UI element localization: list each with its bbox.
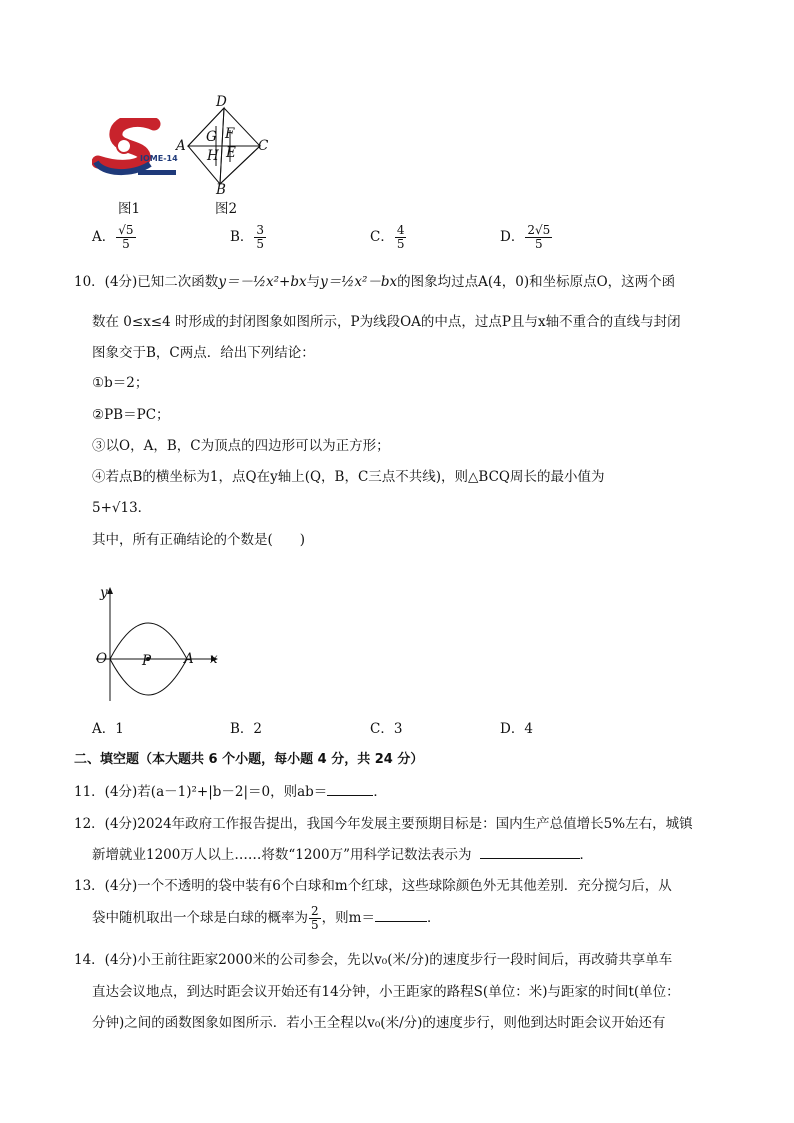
graph-point-p-label: P xyxy=(142,653,152,669)
q14-line3: 分钟)之间的函数图象如图所示．若小王全程以v₀(米/分)的速度步行，则他到达时距会议开始还有 xyxy=(92,1015,666,1031)
figure-2-rhombus xyxy=(176,96,272,196)
figure-1-caption: 图1 xyxy=(118,201,141,217)
point-label-B: B xyxy=(216,182,226,198)
section-2-heading: 二、填空题（本大题共 6 个小题，每小题 4 分，共 24 分） xyxy=(74,752,424,767)
q10-option-a: A．1 xyxy=(92,721,124,737)
q10-option-d: D．4 xyxy=(500,721,533,737)
q13-line2: 袋中随机取出一个球是白球的概率为 $\frac{2}{5}$ ，则m＝ ． xyxy=(92,904,441,932)
q10-conclusion-3: ③以O，A，B，C为顶点的四边形可以为正方形； xyxy=(92,438,390,454)
q10-line1: 10．(4分)已知二次函数y＝－½x²+bx与y＝½x²－bx的图象均过点A(4，0)和坐标原点O，这两个函 xyxy=(74,274,676,290)
logo-text: IOME-14 xyxy=(140,154,178,163)
point-label-D: D xyxy=(216,94,227,110)
q10-conclusion-4b: 5+√13． xyxy=(92,500,152,516)
graph-point-a-label: A xyxy=(184,651,194,667)
graph-x-label: x xyxy=(210,651,218,667)
q10-option-c: C．3 xyxy=(370,721,403,737)
q9-option-d: D． $\frac{2√5}{5}$ xyxy=(500,223,551,251)
point-label-E: E xyxy=(226,145,236,161)
figure-1-logo xyxy=(92,118,182,180)
q10-line2: 数在 0≤x≤4 时形成的封闭图象如图所示，P为线段OA的中点，过点P且与x轴不重合的直线与封闭 xyxy=(92,314,681,330)
graph-y-label: y xyxy=(100,585,108,601)
q9-option-b: B． $\frac{3}{5}$ xyxy=(230,223,265,251)
q10-conclusion-2: ②PB＝PC； xyxy=(92,407,170,423)
q10-line3: 图象交于B，C两点．给出下列结论： xyxy=(92,345,315,361)
q13-line1: 13．(4分)一个不透明的袋中装有6个白球和m个红球，这些球除颜色外无其他差别．充分搅匀后，从 xyxy=(74,878,672,894)
q12-line1: 12．(4分)2024年政府工作报告提出，我国今年发展主要预期目标是：国内生产总值增长5%左右，城镇 xyxy=(74,816,693,832)
graph-origin-label: O xyxy=(96,651,108,667)
q9-option-c: C． $\frac{4}{5}$ xyxy=(370,223,405,251)
q10-conclusion-1: ①b＝2； xyxy=(92,375,149,391)
q9-option-a: A． $\frac{√5}{5}$ xyxy=(92,223,134,251)
point-label-H: H xyxy=(207,148,219,164)
point-label-F: F xyxy=(225,126,235,142)
q10-graph xyxy=(92,585,232,705)
q11: 11．(4分)若(a－1)²+|b－2|＝0，则ab＝ ． xyxy=(74,784,387,800)
q14-line2: 直达会议地点，到达时距会议开始还有14分钟，小王距家的路程S(单位：米)与距家的时间t(单位： xyxy=(92,984,680,1000)
q10-question: 其中，所有正确结论的个数是( ) xyxy=(92,532,306,548)
q10-option-b: B．2 xyxy=(230,721,263,737)
point-label-A: A xyxy=(176,138,186,154)
figure-2-caption: 图2 xyxy=(215,201,238,217)
q10-conclusion-4: ④若点B的横坐标为1，点Q在y轴上(Q，B，C三点不共线)，则△BCQ周长的最小值为 xyxy=(92,469,605,485)
q14-line1: 14．(4分)小王前往距家2000米的公司参会，先以v₀(米/分)的速度步行一段时间后，再改骑共享单车 xyxy=(74,952,673,968)
point-label-C: C xyxy=(258,138,269,154)
point-label-G: G xyxy=(206,129,217,145)
q12-line2: 新增就业1200万人以上……将数“1200万”用科学记数法表示为 ． xyxy=(92,847,594,863)
